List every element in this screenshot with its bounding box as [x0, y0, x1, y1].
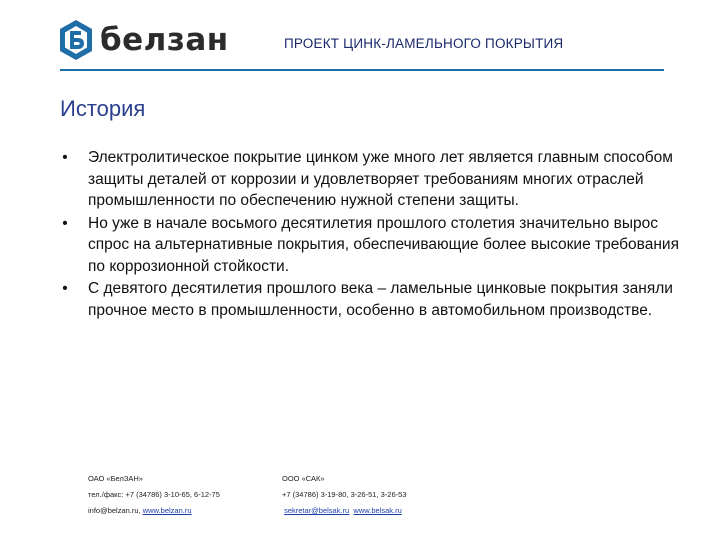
- footer-company-name: ОАО «БелЗАН»: [88, 474, 143, 483]
- bullet-item: [60, 278, 680, 321]
- bullet-item: [60, 147, 680, 212]
- bullet-text: Электролитическое покрытие цинком уже много лет является главным способом защиты деталей от коррозии и удовлетворяет требованиям многих отраслей промышленности по обеспечению нужной степени защиты.: [88, 149, 673, 209]
- project-title: ПРОЕКТ ЦИНК-ЛАМЕЛЬНОГО ПОКРЫТИЯ: [284, 36, 564, 51]
- company-logo: [58, 18, 229, 66]
- footer-phone: +7 (34786) 3-19-80, 3-26-51, 3-26-53: [282, 490, 407, 499]
- bullet-dot-icon: •: [62, 149, 68, 166]
- bullet-item: [60, 213, 680, 278]
- footer-site-link[interactable]: www.belsak.ru: [353, 506, 402, 515]
- header-divider: [60, 69, 664, 71]
- footer-web-line: [88, 503, 220, 519]
- footer-phone: тел./факс: +7 (34786) 3-10-65, 6-12-75: [88, 490, 220, 499]
- bullet-text: Но уже в начале восьмого десятилетия прошлого столетия значительно вырос спрос на альтернативные покрытия, обеспечивающие более высокие требования по коррозионной стойкости.: [88, 214, 679, 275]
- bullet-text: С девятого десятилетия прошлого века – ламельные цинковые покрытия заняли прочное место в промышленности, особенно в автомобильном производстве.: [88, 280, 673, 319]
- footer-separator: ,: [138, 506, 143, 515]
- section-title: История: [60, 96, 146, 121]
- footer-contacts-sak: [282, 471, 406, 519]
- belzan-hexagon-logo-icon: [58, 18, 94, 62]
- footer-email-link[interactable]: sekretar@belsak.ru: [284, 506, 350, 515]
- footer-site-link[interactable]: www.belzan.ru: [142, 506, 192, 515]
- bullet-dot-icon: •: [62, 214, 68, 232]
- logo-wordmark: белзан: [100, 22, 229, 58]
- history-bullet-list: [60, 147, 680, 322]
- footer-contacts-belzan: [88, 471, 220, 519]
- bullet-dot-icon: •: [62, 280, 68, 297]
- footer-email: info@belzan.ru: [88, 506, 139, 515]
- footer-company-name: ООО «САК»: [282, 474, 325, 483]
- footer-web-line: [282, 503, 406, 519]
